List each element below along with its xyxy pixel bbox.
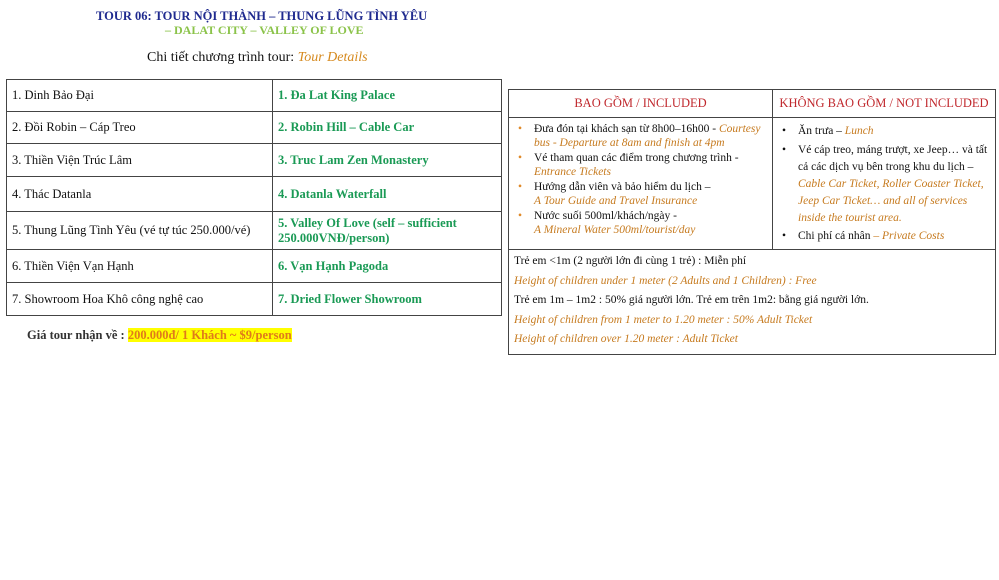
included-list (510, 119, 771, 242)
children-line: Trẻ em 1m – 1m2 : 50% giá người lớn. Trẻ em trên 1m2: bằng giá người lớn. (514, 294, 869, 306)
not-included-item (798, 142, 988, 227)
included-cell (509, 118, 773, 250)
itinerary-en: 1. Đa Lat King Palace (273, 80, 502, 112)
itinerary-vi: 7. Showroom Hoa Khô công nghệ cao (7, 283, 273, 316)
item-vi: Ăn trưa – (798, 125, 842, 137)
item-vi: Nước suối 500ml/khách/ngày - (534, 210, 677, 222)
itinerary-vi: 2. Đồi Robin – Cáp Treo (7, 112, 273, 144)
itinerary-en: 7. Dried Flower Showroom (273, 283, 502, 316)
item-vi: Vé cáp treo, máng trượt, xe Jeep… và tất cả các dịch vụ bên trong khu du lịch – (798, 144, 988, 173)
not-included-list (774, 119, 994, 248)
tour-details-heading (147, 50, 368, 66)
itinerary-vi: 3. Thiền Viện Trúc Lâm (7, 144, 273, 177)
children-line-en: Height of children over 1.20 meter : Adult Ticket (514, 333, 738, 345)
itinerary-row (7, 250, 502, 283)
itinerary-row (7, 283, 502, 316)
included-item (534, 122, 765, 150)
not-included-item (798, 124, 988, 138)
itinerary-vi: 1. Dinh Bảo Đại (7, 80, 273, 112)
not-included-item (798, 229, 988, 243)
children-line: Trẻ em <1m (2 người lớn đi cùng 1 trẻ) : Miễn phí (514, 255, 747, 267)
item-en: Courtesy bus - Departure at 8am and finish at 4pm (534, 123, 761, 149)
itinerary-vi: 5. Thung Lũng Tình Yêu (vé tự túc 250.000/vé) (7, 212, 273, 250)
item-vi: Vé tham quan các điểm trong chương trình - (534, 152, 739, 164)
item-vi: Chi phí cá nhân (798, 230, 871, 242)
itinerary-row (7, 212, 502, 250)
included-header: BAO GỒM / INCLUDED (509, 90, 773, 118)
included-item (534, 209, 765, 237)
itinerary-table (6, 79, 502, 316)
itinerary-vi: 6. Thiền Viện Vạn Hạnh (7, 250, 273, 283)
not-included-cell (773, 118, 996, 250)
item-en: – Private Costs (873, 230, 945, 242)
tour-price (27, 328, 292, 343)
subtitle-en: Tour Details (297, 50, 368, 65)
price-label: Giá tour nhận về : (27, 328, 125, 342)
price-value: 200.000đ/ 1 Khách ~ $9/person (127, 328, 292, 342)
item-en: A Mineral Water 500ml/tourist/day (534, 224, 696, 236)
itinerary-en: 6. Vạn Hạnh Pagoda (273, 250, 502, 283)
item-vi: Đưa đón tại khách sạn từ 8h00–16h00 - (534, 123, 717, 135)
children-line-en: Height of children under 1 meter (2 Adults and 1 Children) : Free (514, 274, 817, 287)
itinerary-row (7, 144, 502, 177)
inclusions-table (508, 89, 996, 355)
included-item (534, 180, 765, 208)
itinerary-en: 5. Valley Of Love (self – sufficient 250.000VNĐ/person) (273, 212, 502, 250)
item-en: A Tour Guide and Travel Insurance (534, 195, 698, 207)
itinerary-en: 2. Robin Hill – Cable Car (273, 112, 502, 144)
children-line-en: Height of children from 1 meter to 1.20 meter : 50% Adult Ticket (514, 313, 813, 326)
children-pricing (509, 250, 996, 355)
item-en: Lunch (844, 125, 874, 137)
included-item (534, 151, 765, 179)
subtitle-vi: Chi tiết chương trình tour: (147, 50, 295, 65)
itinerary-row (7, 177, 502, 212)
item-vi: Hướng dẫn viên và bảo hiểm du lịch – (534, 181, 711, 193)
tour-title: TOUR 06: TOUR NỘI THÀNH – THUNG LŨNG TÌNH YÊU (96, 9, 428, 23)
itinerary-row (7, 112, 502, 144)
item-en: Entrance Tickets (534, 166, 611, 178)
tour-title-en: – DALAT CITY – VALLEY OF LOVE (165, 23, 364, 37)
not-included-header: KHÔNG BAO GỒM / NOT INCLUDED (773, 90, 996, 118)
itinerary-row (7, 80, 502, 112)
itinerary-vi: 4. Thác Datanla (7, 177, 273, 212)
itinerary-en: 4. Datanla Waterfall (273, 177, 502, 212)
item-en: Cable Car Ticket, Roller Coaster Ticket, Jeep Car Ticket… and all of services inside the tourist area. (798, 178, 984, 224)
itinerary-en: 3. Truc Lam Zen Monastery (273, 144, 502, 177)
